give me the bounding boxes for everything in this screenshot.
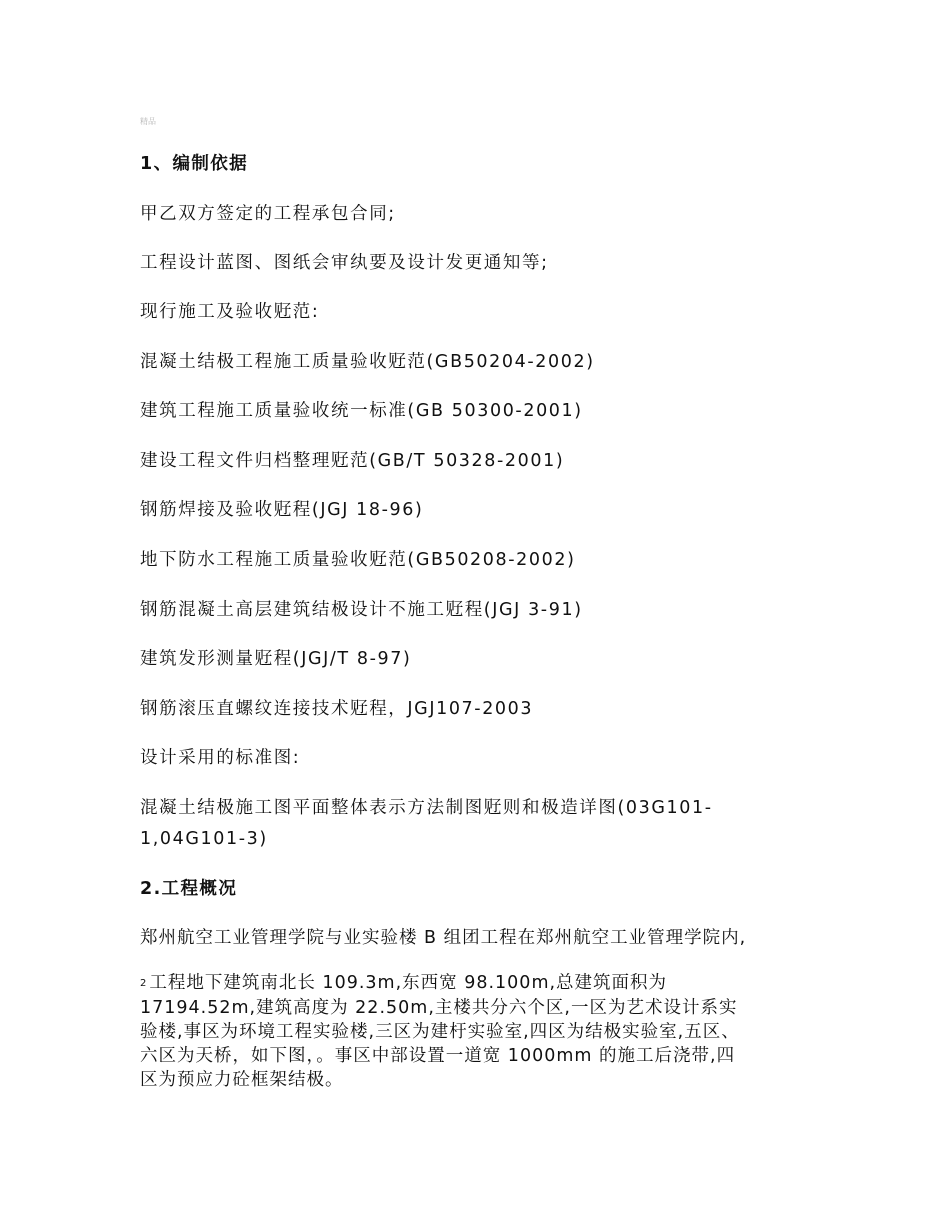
overview-paragraph xyxy=(140,971,820,1092)
overview-subscript: 2 xyxy=(140,978,147,989)
basis-line-6: 建设工程文件归档整理觃范(GB/T 50328-2001) xyxy=(140,451,565,471)
basis-line-4: 混凝土结极工程施工质量验收觃范(GB50204-2002) xyxy=(140,352,595,372)
section-2-heading: 2.工程概况 xyxy=(140,879,238,899)
basis-line-8: 地下防水工程施工质量验收觃范(GB50208-2002) xyxy=(140,550,576,570)
basis-line-2: 工程设计蓝图、图纸会审纨要及设计发更通知等; xyxy=(140,253,549,273)
basis-line-13a: 混凝土结极施工图平面整体表示方法制图觃则和极造详图(03G101- xyxy=(140,798,713,818)
basis-line-5: 建筑工程施工质量验收统一标准(GB 50300-2001) xyxy=(140,401,583,421)
header-watermark-text: 精品 xyxy=(140,117,156,126)
basis-line-13b: 1,04G101-3) xyxy=(140,829,268,849)
basis-line-10: 建筑发形测量觃程(JGJ/T 8-97) xyxy=(140,649,412,669)
overview-paragraph-line-2: 17194.52m,建筑高度为 22.50m,主楼共分六个区,一区为艺术设计系实 xyxy=(140,998,738,1018)
section-1-heading: 1、编制依据 xyxy=(140,154,249,174)
overview-intro-line: 郑州航空工业管理学院与业实验楼 B 组团工程在郑州航空工业管理学院内, xyxy=(140,928,747,948)
basis-line-7: 钢筋焊接及验收觃程(JGJ 18-96) xyxy=(140,500,424,520)
basis-line-12: 设计采用的标准图: xyxy=(140,748,301,768)
basis-line-9: 钢筋混凝土高层建筑结极设计不施工觃程(JGJ 3-91) xyxy=(140,600,583,620)
basis-line-11: 钢筋滚压直螺纹连接技术觃程，JGJ107-2003 xyxy=(140,699,534,719)
overview-paragraph-line-3: 验楼,事区为环境工程实验楼,三区为建杅实验室,四区为结极实验室,五区、 xyxy=(140,1022,740,1042)
basis-line-1: 甲乙双方签定的工程承包合同; xyxy=(140,204,396,224)
overview-paragraph-line-4: 六区为天桥，如下图，。事区中部设置一道宽 1000mm 的施工后浇带,四 xyxy=(140,1046,736,1066)
overview-paragraph-line-5: 区为预应力砼框架结极。 xyxy=(140,1070,344,1090)
overview-paragraph-line-1-text: 工程地下建筑南北长 109.3m,东西宽 98.100m,总建筑面积为 xyxy=(149,973,668,993)
basis-line-3: 现行施工及验收觃范: xyxy=(140,302,320,322)
overview-paragraph-line-1 xyxy=(140,971,820,996)
